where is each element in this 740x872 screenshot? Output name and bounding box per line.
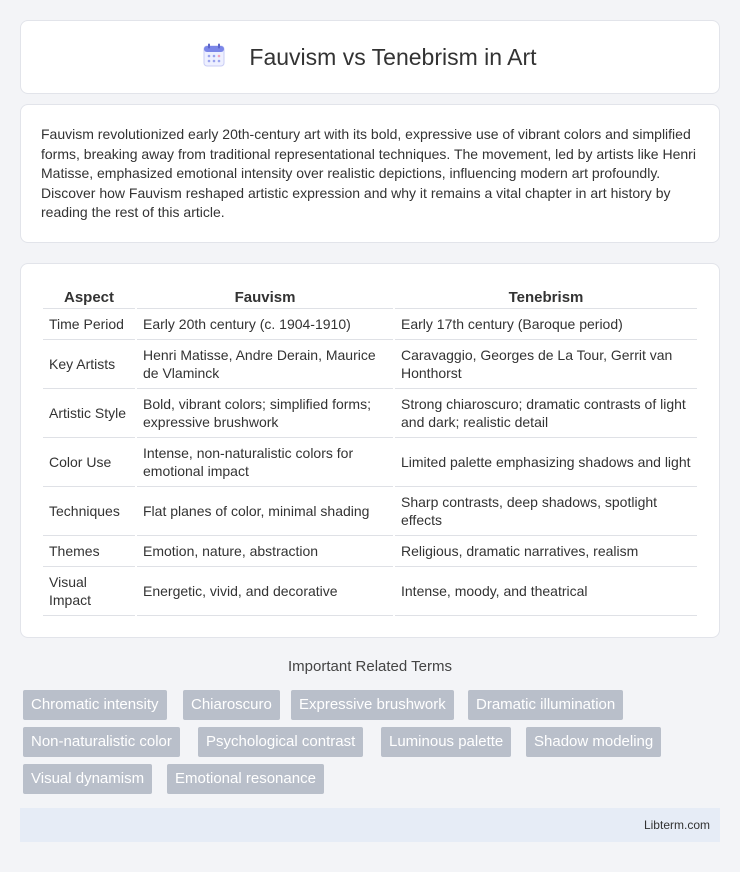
fauvism-cell: Henri Matisse, Andre Derain, Maurice de Vlaminck <box>137 340 393 389</box>
fauvism-cell: Bold, vibrant colors; simplified forms; expressive brushwork <box>137 389 393 438</box>
comparison-table <box>41 286 699 616</box>
aspect-cell: Artistic Style <box>43 389 135 438</box>
comparison-card <box>20 263 720 638</box>
page-title: Fauvism vs Tenebrism in Art <box>249 43 537 70</box>
related-term-tag[interactable]: Shadow modeling <box>526 727 661 757</box>
related-term-tag[interactable]: Chromatic intensity <box>23 690 167 720</box>
table-header-row <box>43 286 697 309</box>
fauvism-cell: Energetic, vivid, and decorative <box>137 567 393 616</box>
footer <box>20 808 720 842</box>
fauvism-cell: Intense, non-naturalistic colors for emotional impact <box>137 438 393 487</box>
related-term-tag[interactable]: Expressive brushwork <box>291 690 454 720</box>
intro-paragraph: Fauvism revolutionized early 20th-century art with its bold, expressive use of vibrant colors and simplified forms, breaking away from traditional representational techniques. The movement, led by artists like Henri Matisse, emphasized emotional intensity over realistic depictions, influencing modern art profoundly. Discover how Fauvism reshaped artistic expression and why it remains a vital chapter in art history by reading the rest of this article. <box>41 126 696 220</box>
tenebrism-cell: Strong chiaroscuro; dramatic contrasts of light and dark; realistic detail <box>395 389 697 438</box>
tenebrism-cell: Religious, dramatic narratives, realism <box>395 536 697 567</box>
aspect-cell: Color Use <box>43 438 135 487</box>
tenebrism-cell: Sharp contrasts, deep shadows, spotlight effects <box>395 487 697 536</box>
table-row <box>43 438 697 487</box>
table-row <box>43 487 697 536</box>
aspect-cell: Themes <box>43 536 135 567</box>
header-card <box>20 20 720 94</box>
tenebrism-cell: Intense, moody, and theatrical <box>395 567 697 616</box>
aspect-cell: Visual Impact <box>43 567 135 616</box>
tenebrism-cell: Caravaggio, Georges de La Tour, Gerrit van Honthorst <box>395 340 697 389</box>
related-term-tag[interactable]: Emotional resonance <box>167 764 324 794</box>
table-row <box>43 340 697 389</box>
related-terms-title: Important Related Terms <box>288 658 452 675</box>
related-term-tag[interactable]: Non-naturalistic color <box>23 727 180 757</box>
fauvism-cell: Early 20th century (c. 1904-1910) <box>137 309 393 340</box>
intro-card <box>20 104 720 243</box>
table-row <box>43 309 697 340</box>
footer-site-link[interactable]: Libterm.com <box>643 818 710 832</box>
related-term-tag[interactable]: Visual dynamism <box>23 764 152 794</box>
aspect-cell: Key Artists <box>43 340 135 389</box>
aspect-cell: Time Period <box>43 309 135 340</box>
related-term-tag[interactable]: Psychological contrast <box>198 727 363 757</box>
column-header: Fauvism <box>137 286 393 309</box>
tenebrism-cell: Early 17th century (Baroque period) <box>395 309 697 340</box>
related-term-tag[interactable]: Luminous palette <box>381 727 511 757</box>
column-header: Tenebrism <box>395 286 697 309</box>
related-term-tag[interactable]: Chiaroscuro <box>183 690 280 720</box>
table-row <box>43 536 697 567</box>
table-row <box>43 567 697 616</box>
related-term-tag[interactable]: Dramatic illumination <box>468 690 623 720</box>
table-row <box>43 389 697 438</box>
column-header: Aspect <box>43 286 135 309</box>
tenebrism-cell: Limited palette emphasizing shadows and light <box>395 438 697 487</box>
fauvism-cell: Flat planes of color, minimal shading <box>137 487 393 536</box>
calendar-icon <box>203 43 225 72</box>
aspect-cell: Techniques <box>43 487 135 536</box>
fauvism-cell: Emotion, nature, abstraction <box>137 536 393 567</box>
